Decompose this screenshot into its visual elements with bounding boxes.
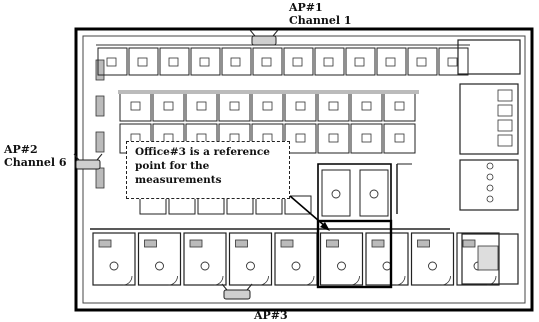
chair-icon — [395, 102, 404, 110]
door-icon — [442, 276, 451, 285]
ap1-name: AP#1 — [289, 1, 323, 14]
chair-icon — [355, 58, 364, 66]
door-icon — [123, 276, 132, 285]
chair-icon — [324, 58, 333, 66]
stall — [498, 90, 512, 101]
desk-icon — [96, 168, 104, 188]
ap2-channel: Channel 6 — [4, 156, 67, 169]
desk-icon — [372, 240, 384, 247]
stall — [498, 120, 512, 131]
desk-icon — [96, 132, 104, 152]
chair-icon — [448, 58, 457, 66]
chair-icon — [370, 190, 378, 198]
access-point-3-icon — [222, 284, 252, 299]
door-icon — [305, 276, 314, 285]
chair-icon — [417, 58, 426, 66]
router-icon — [76, 160, 100, 169]
chair-icon — [107, 58, 116, 66]
chair-icon — [197, 102, 206, 110]
ap2-name: AP#2 — [4, 143, 38, 156]
desk-icon — [463, 240, 475, 247]
chair-icon — [292, 262, 300, 270]
fixture — [487, 174, 493, 180]
chair-icon — [296, 102, 305, 110]
chair-icon — [263, 102, 272, 110]
door-icon — [214, 276, 223, 285]
chair-icon — [230, 102, 239, 110]
chair-icon — [329, 134, 338, 142]
desk-icon — [418, 240, 430, 247]
chair-icon — [362, 134, 371, 142]
reference-office-highlight — [318, 221, 391, 287]
chair-icon — [429, 262, 437, 270]
chair-icon — [200, 58, 209, 66]
reference-pointer-arrow — [290, 196, 326, 227]
desk-icon — [145, 240, 157, 247]
restroom — [460, 84, 518, 154]
chair-icon — [262, 58, 271, 66]
desk-icon — [99, 240, 111, 247]
door-icon — [396, 276, 405, 285]
chair-icon — [332, 190, 340, 198]
chair-icon — [201, 262, 209, 270]
desk-icon — [190, 240, 202, 247]
fixture — [487, 185, 493, 191]
chair-icon — [362, 102, 371, 110]
chair-icon — [386, 58, 395, 66]
reference-note-line-3: measurements — [135, 174, 222, 186]
door-icon — [351, 276, 360, 285]
table-icon — [478, 246, 498, 270]
desk-icon — [96, 60, 104, 80]
router-icon — [224, 290, 250, 299]
antenna — [250, 30, 255, 36]
router-icon — [252, 36, 276, 45]
stall — [498, 105, 512, 116]
chair-icon — [110, 262, 118, 270]
chair-icon — [338, 262, 346, 270]
antenna — [97, 154, 102, 160]
desk-run — [118, 90, 419, 94]
chair-icon — [131, 102, 140, 110]
chair-icon — [247, 262, 255, 270]
door-icon — [169, 276, 178, 285]
chair-icon — [395, 134, 404, 142]
desk-icon — [327, 240, 339, 247]
desk-icon — [281, 240, 293, 247]
desk-icon — [236, 240, 248, 247]
chair-icon — [296, 134, 305, 142]
chair-icon — [156, 262, 164, 270]
chair-icon — [164, 102, 173, 110]
access-point-2-icon — [74, 154, 102, 169]
fixture — [487, 163, 493, 169]
reference-note-line-2: point for the — [135, 160, 210, 172]
reference-note-line-1: Office#3 is a reference — [135, 146, 270, 158]
stall — [498, 135, 512, 146]
ap1-channel: Channel 1 — [289, 14, 352, 27]
desk-icon — [96, 96, 104, 116]
chair-icon — [329, 102, 338, 110]
access-point-1-icon — [250, 30, 278, 45]
chair-icon — [293, 58, 302, 66]
fixture — [487, 196, 493, 202]
chair-icon — [138, 58, 147, 66]
chair-icon — [169, 58, 178, 66]
antenna — [273, 30, 278, 36]
chair-icon — [383, 262, 391, 270]
reference-note-callout — [126, 141, 290, 199]
chair-icon — [231, 58, 240, 66]
ap3-name: AP#3 — [254, 309, 288, 322]
door-icon — [260, 276, 269, 285]
reference-office-outline — [318, 164, 391, 221]
